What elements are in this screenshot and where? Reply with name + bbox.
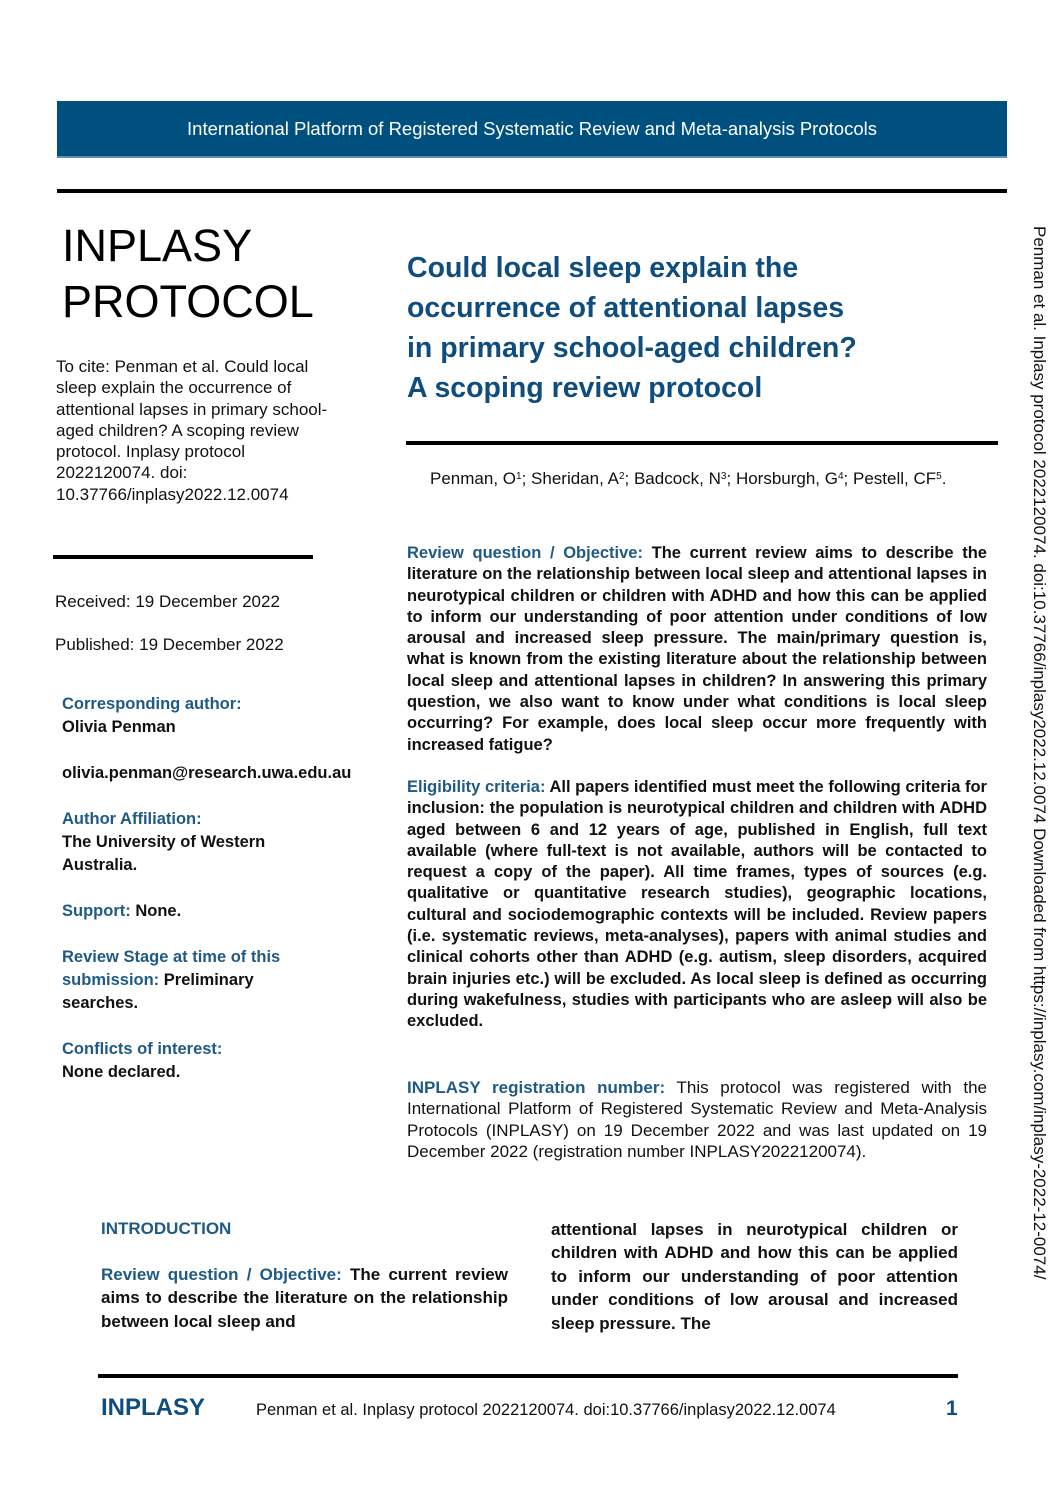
affiliation-label: Author Affiliation:: [62, 810, 202, 828]
review-question-text: The current review aims to describe the literature on the relationship between local sleep and attentional lapses in neurotypical children or children with ADHD and how this can be applied to inform our understanding of poor attention under conditions of low arousal and increased sleep pressure. The main/primary question is, what is known from the existing literature about the relationship between local sleep and attentional lapses in children? In answering this primary question, we also want to know under what conditions is local sleep occurring? For example, does local sleep occur more frequently with increased fatigue?: [407, 544, 987, 754]
conflicts-value: None declared.: [62, 1063, 181, 1081]
affiliation-value: The University of Western Australia.: [62, 833, 266, 874]
author-email[interactable]: [62, 762, 382, 785]
published-date: Published: 19 December 2022: [55, 635, 284, 654]
footer-brand: INPLASY: [101, 1394, 206, 1421]
eligibility-text: All papers identified must meet the following criteria for inclusion: the population is neurotypical children and children with ADHD aged between 6 and 12 years of age, published in English, full text available (where full-text is not available, authors will be contacted to request a copy of the paper). All time frames, types of sources (e.g. qualitative or quantitative research studies), geographic locations, cultural and sociodemographic contexts will be included. Review papers (i.e. systematic reviews, meta-analyses), papers with animal studies and clinical cohorts other than ADHD (e.g. autism, sleep disorders, acquired brain injuries etc.) will be excluded. As local sleep is defined as occurring during wakefulness, studies with participants who are asleep will also be excluded.: [407, 778, 987, 1031]
review-question-label: Review question / Objective:: [407, 544, 643, 562]
title-divider: [406, 441, 998, 445]
article-title: [407, 248, 967, 408]
author: Penman, $O^1$;: [430, 469, 527, 488]
title-line: in primary school-aged children?: [407, 332, 857, 364]
footer-divider: [98, 1374, 958, 1378]
corresponding-author: [62, 693, 382, 739]
intro-column-1-text: The current review aims to describe the literature on the relationship between local sleep and: [101, 1265, 508, 1331]
intro-review-label: Review question / Objective:: [101, 1265, 342, 1284]
citation-block: To cite: Penman et al. Could local sleep explain the occurrence of attentional lapses in primary school-aged children? A scoping review protocol. Inplasy protocol 2022120074. doi: 10.37766/inplasy2022.12.0074: [56, 357, 328, 504]
eligibility-label: Eligibility criteria:: [407, 778, 546, 796]
stage-value: Preliminary searches.: [62, 971, 254, 1012]
author: Horsburgh, $G^4$;: [735, 469, 849, 488]
author-list: [430, 466, 985, 490]
page-number: 1: [946, 1397, 958, 1420]
intro-column-2: attentional lapses in neurotypical children or children with ADHD and how this can be applied to inform our understanding of poor attention under conditions of low arousal and increased sleep pressure. The: [551, 1220, 958, 1333]
registration-text: This protocol was registered with the International Platform of Registered Systematic Review and Meta-Analysis Protocols (INPLASY) on 19 December 2022 and was last updated on 19 December 2022 (registration number INPLASY2022120074).: [407, 1078, 987, 1161]
title-line: occurrence of attentional lapses: [407, 292, 845, 324]
title-line: Could local sleep explain the: [407, 252, 799, 284]
email-link[interactable]: olivia.penman@research.uwa.edu.au: [62, 764, 352, 782]
heading-line-2: PROTOCOL: [62, 276, 314, 327]
author: Pestell, $CF^5$.: [853, 469, 947, 488]
stage-label: Review Stage at time of this submission:: [62, 948, 281, 989]
review-question-section: [407, 543, 987, 756]
corresponding-name: Olivia Penman: [62, 718, 176, 736]
title-line: A scoping review protocol: [407, 372, 763, 404]
author: Badcock, $N^3$;: [633, 469, 732, 488]
intro-column-1: [101, 1263, 508, 1333]
author: Sheridan, $A^2$;: [531, 469, 630, 488]
introduction-heading: INTRODUCTION: [101, 1219, 232, 1238]
eligibility-section: [407, 777, 987, 1033]
protocol-heading: [62, 218, 314, 330]
platform-banner: [57, 101, 1007, 158]
support-value: None.: [135, 902, 182, 920]
corresponding-label: Corresponding author:: [62, 695, 242, 713]
download-watermark: Penman et al. Inplasy protocol 2022120074. doi:10.37766/inplasy2022.12.0074 Downloaded from https://inplasy.com/inplasy-2022-12-0074/: [1030, 226, 1049, 1280]
heading-line-1: INPLASY: [62, 220, 253, 271]
conflicts: [62, 1038, 382, 1084]
left-divider: [53, 555, 313, 559]
support: [62, 900, 382, 923]
support-label: Support:: [62, 902, 131, 920]
review-stage: [62, 946, 332, 1015]
registration-section: [407, 1077, 987, 1162]
registration-label: INPLASY registration number:: [407, 1078, 666, 1097]
conflicts-label: Conflicts of interest:: [62, 1040, 223, 1058]
banner-text: International Platform of Registered Systematic Review and Meta-analysis Protocols: [187, 117, 877, 139]
top-divider: [57, 189, 1007, 193]
author-affiliation: [62, 808, 382, 877]
footer-citation: Penman et al. Inplasy protocol 2022120074. doi:10.37766/inplasy2022.12.0074: [256, 1401, 836, 1419]
received-date: Received: 19 December 2022: [55, 592, 280, 611]
